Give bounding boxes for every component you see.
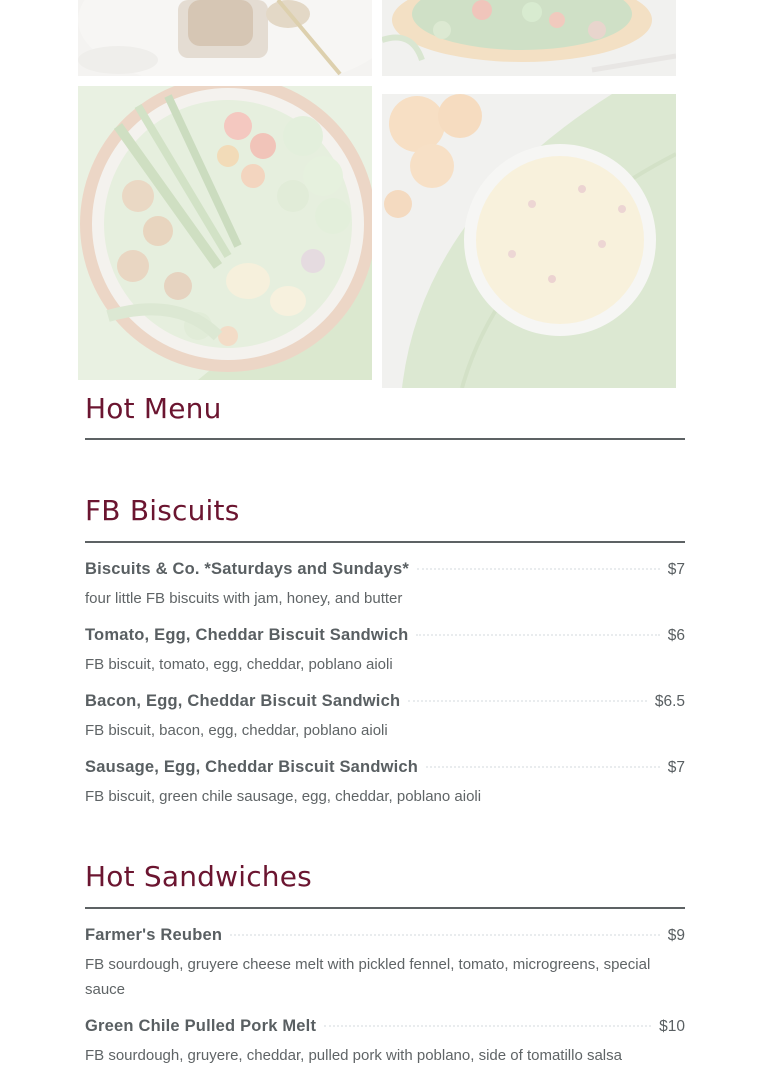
menu-item [85,560,685,611]
dot-leader [426,766,660,768]
dot-leader [324,1025,651,1027]
item-description: FB sourdough, gruyere cheese melt with pickled fennel, tomato, microgreens, special sauce [85,956,651,998]
menu-item [85,626,685,677]
item-description: FB sourdough, gruyere, cheddar, pulled pork with poblano, side of tomatillo salsa [85,1047,622,1064]
photo-green-salad [382,0,676,76]
section-title-fb-biscuits: FB Biscuits [85,494,240,527]
item-name: Sausage, Egg, Cheddar Biscuit Sandwich [85,758,419,776]
photo-bread-board [78,0,372,76]
dot-leader [408,700,647,702]
dot-leader [417,568,660,570]
item-price: $9 [667,927,685,944]
menu-item [85,758,685,809]
item-price: $10 [659,1018,685,1035]
item-price: $7 [667,561,685,578]
item-price: $6 [667,627,685,644]
menu-item [85,1017,685,1068]
hot-menu-title: Hot Menu [85,392,222,425]
item-description: FB biscuit, tomato, egg, cheddar, poblano aioli [85,656,393,673]
section-divider [85,541,685,543]
menu-item [85,926,685,1002]
section-title-hot-sandwiches: Hot Sandwiches [85,860,312,893]
hot-menu-divider [85,438,685,440]
item-description: FB biscuit, bacon, egg, cheddar, poblano aioli [85,722,388,739]
item-price: $7 [667,759,685,776]
item-name: Green Chile Pulled Pork Melt [85,1017,317,1035]
dot-leader [416,634,659,636]
item-name: Farmer's Reuben [85,926,223,944]
item-name: Tomato, Egg, Cheddar Biscuit Sandwich [85,626,409,644]
item-name: Biscuits & Co. *Saturdays and Sundays* [85,560,409,578]
item-price: $6.5 [654,693,685,710]
item-name: Bacon, Egg, Cheddar Biscuit Sandwich [85,692,401,710]
photo-vegetable-bowl [78,86,372,380]
menu-item [85,692,685,743]
photo-quiche [382,94,676,388]
section-divider [85,907,685,909]
dot-leader [230,934,660,936]
item-description: four little FB biscuits with jam, honey, and butter [85,590,403,607]
item-description: FB biscuit, green chile sausage, egg, cheddar, poblano aioli [85,788,482,805]
